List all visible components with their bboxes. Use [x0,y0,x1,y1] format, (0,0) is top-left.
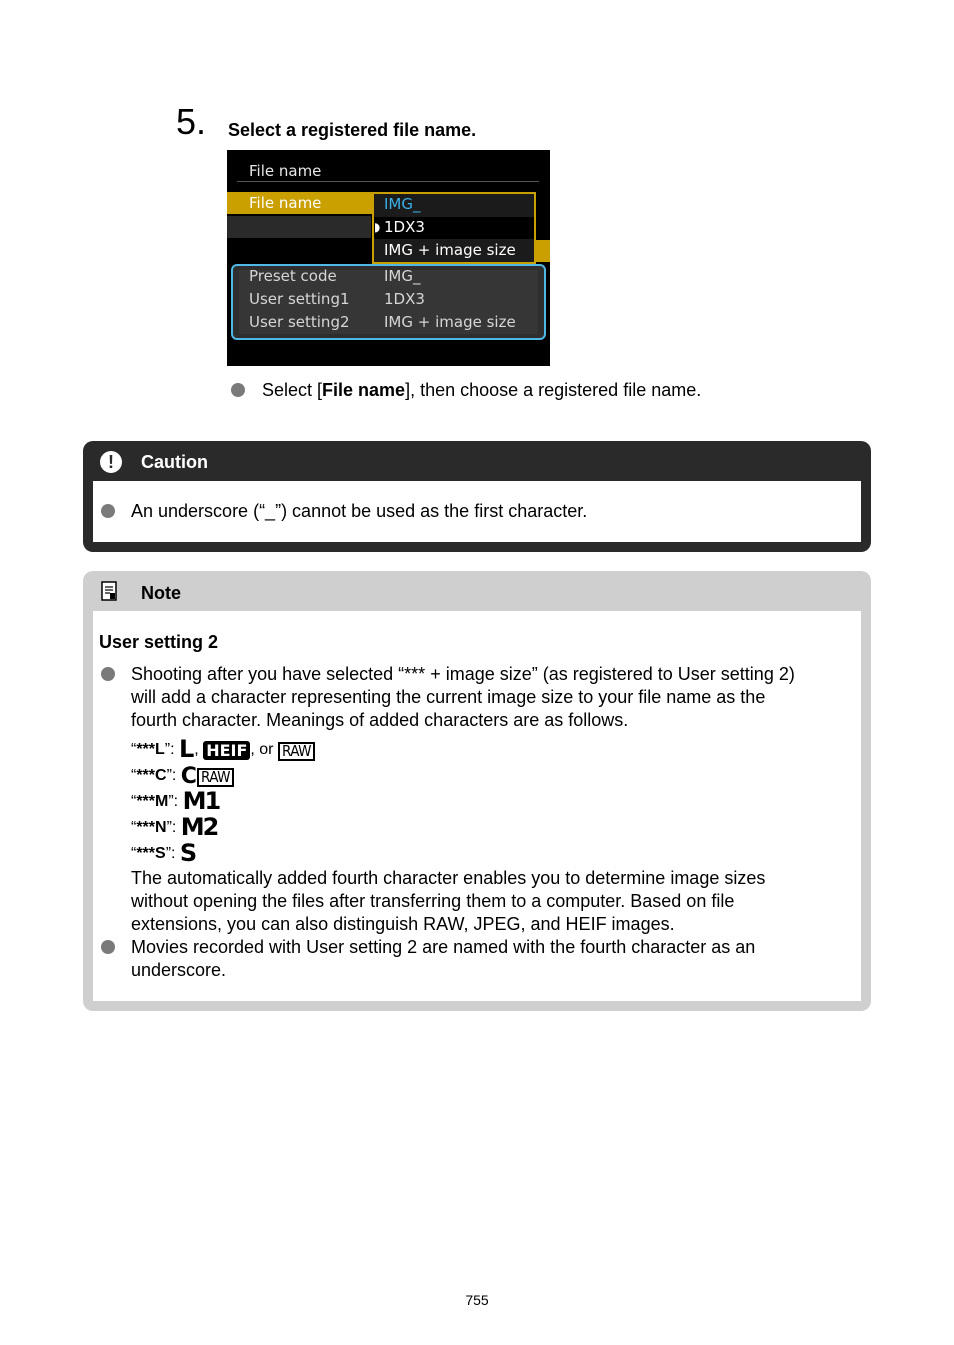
selected-row-label: File name [249,194,322,212]
quote-close: ”: [164,741,179,758]
text-line: Movies recorded with User setting 2 are named with the fourth character as an [131,937,756,957]
bullet-icon [101,940,115,954]
mapping-row [131,763,315,789]
caution-item: An underscore (“_”) cannot be used as the first character. [131,501,588,521]
bullet-icon [231,383,245,397]
note-box [83,571,871,1011]
list-item-label: User setting1 [249,290,350,308]
list-item-value: IMG_ [384,267,421,285]
mapping-code: ***M [136,793,169,810]
mapping-row [131,841,315,867]
text-line: extensions, you can also distinguish RAW, JPEG, and HEIF images. [131,914,675,934]
step-number: 5. [176,101,207,142]
note-paragraph [131,936,755,982]
popup-option[interactable]: 1DX3 [384,218,425,236]
screen-title: File name [249,162,322,180]
text-line: without opening the files after transferring them to a computer. Based on file [131,891,735,911]
list-item-label: User setting2 [249,313,350,331]
instruction-suffix: ], then choose a registered file name. [405,380,702,400]
caution-box [83,441,871,552]
separator: , [194,741,204,758]
camera-screen [227,150,550,366]
mapping-row [131,737,315,763]
instruction-text [262,379,701,402]
instruction-menu-name: File name [322,380,406,400]
list-item-label: Preset code [249,267,337,285]
quote-open: “ [131,845,137,862]
large-size-icon: L [179,735,195,763]
medium1-size-icon: M1 [182,787,220,815]
raw-icon: RAW [278,742,315,761]
menu-row-blank [227,216,371,238]
quote-close: ”: [166,767,181,784]
note-title: Note [141,583,181,603]
craw-raw-icon: RAW [197,768,234,787]
craw-c-icon: C [180,764,197,789]
text-line: fourth character. Meanings of added characters are as follows. [131,710,629,730]
mapping-row [131,789,315,815]
selection-pointer-icon: ◗ [374,220,381,234]
file-name-popup[interactable] [372,192,536,264]
bullet-icon [101,667,115,681]
small-size-icon: S [179,839,198,867]
medium2-size-icon: M2 [180,813,218,841]
separator: , or [250,741,278,758]
text-line: underscore. [131,960,227,980]
quote-close: ”: [166,819,181,836]
caution-header [83,441,871,481]
caution-icon: ! [100,451,122,473]
quote-open: “ [131,793,137,810]
quote-close: ”: [168,793,183,810]
mapping-code: ***C [136,767,167,784]
popup-option[interactable]: IMG + image size [384,241,516,259]
bullet-icon [101,504,115,518]
mapping-row [131,815,315,841]
mapping-code: ***S [136,845,166,862]
quote-close: ”: [165,845,180,862]
mapping-code: ***N [136,819,167,836]
size-mapping-list [131,737,315,867]
step-title: Select a registered file name. [228,120,477,140]
note-subheading: User setting 2 [99,632,219,652]
screen-divider [237,181,539,182]
text-line: Shooting after you have selected “*** + image size” (as registered to User setting 2) [131,664,795,684]
registered-names-list [231,264,546,340]
caution-body [93,481,861,542]
quote-open: “ [131,741,137,758]
list-item-value: IMG + image size [384,313,516,331]
quote-open: “ [131,767,137,784]
heif-icon: HEIF [203,741,250,760]
list-item-value: 1DX3 [384,290,425,308]
quote-open: “ [131,819,137,836]
page-number: 755 [465,1292,489,1308]
text-line: The automatically added fourth character enables you to determine image sizes [131,868,766,888]
mapping-code: ***L [136,741,165,758]
text-line: will add a character representing the current image size to your file name as the [131,687,766,707]
note-body [93,611,861,1001]
note-paragraph [131,663,795,732]
note-paragraph [131,867,765,936]
popup-option[interactable]: IMG_ [384,195,421,213]
memo-icon [101,581,117,601]
instruction-prefix: Select [ [262,380,323,400]
caution-title: Caution [141,452,208,472]
